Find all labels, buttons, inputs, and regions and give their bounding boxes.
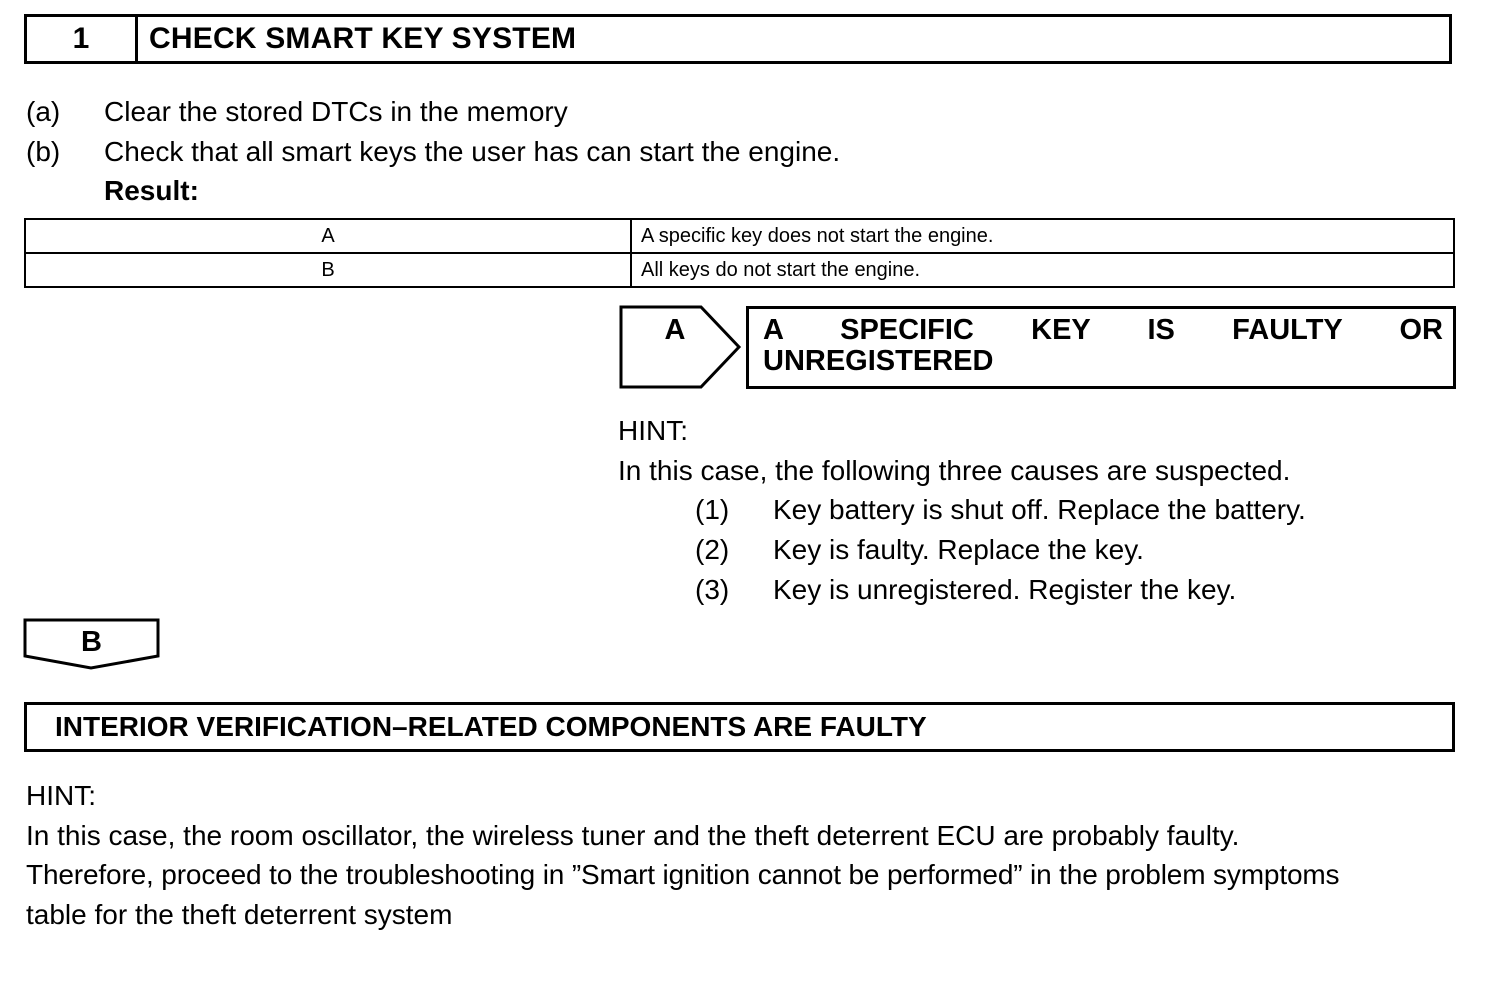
result-label: Result: bbox=[104, 175, 199, 206]
result-key: B bbox=[25, 253, 631, 287]
instruction-text: Check that all smart keys the user has can start the engine. bbox=[104, 136, 841, 167]
cause-label: (2) bbox=[695, 534, 730, 565]
result-description: A specific key does not start the engine. bbox=[631, 219, 1454, 253]
hint-b-line: table for the theft deterrent system bbox=[26, 899, 453, 930]
cause-label: (1) bbox=[695, 494, 730, 525]
outcome-a-line1: A SPECIFIC KEY IS FAULTY OR bbox=[763, 314, 1443, 346]
outcome-a-arrow-label: A bbox=[664, 313, 686, 346]
conclusion-box: INTERIOR VERIFICATION–RELATED COMPONENTS ARE FAULTY bbox=[24, 702, 1455, 752]
result-table bbox=[24, 218, 1455, 288]
hint-b-label: HINT: bbox=[26, 780, 96, 811]
step-header bbox=[24, 14, 1452, 64]
hint-a-intro: In this case, the following three causes are suspected. bbox=[618, 455, 1291, 486]
cause-item bbox=[695, 490, 1306, 530]
instruction-label: (a) bbox=[26, 96, 61, 127]
result-key: A bbox=[25, 219, 631, 253]
instruction-a bbox=[26, 92, 568, 132]
cause-item bbox=[695, 530, 1144, 570]
step-number: 1 bbox=[27, 17, 138, 61]
instruction-b bbox=[26, 132, 840, 172]
cause-text: Key is faulty. Replace the key. bbox=[773, 534, 1144, 565]
instruction-text: Clear the stored DTCs in the memory bbox=[104, 96, 568, 127]
instruction-label: (b) bbox=[26, 136, 61, 167]
hint-a-label: HINT: bbox=[618, 415, 688, 446]
hint-b-line: In this case, the room oscillator, the wireless tuner and the theft deterrent ECU are probably faulty. bbox=[26, 820, 1240, 851]
step-title: CHECK SMART KEY SYSTEM bbox=[149, 22, 577, 55]
result-description: All keys do not start the engine. bbox=[631, 253, 1454, 287]
hint-b-line: Therefore, proceed to the troubleshooting in ”Smart ignition cannot be performed” in the problem symptoms bbox=[26, 859, 1340, 890]
outcome-a-result bbox=[746, 306, 1456, 389]
outcome-a-line2: UNREGISTERED bbox=[763, 345, 994, 377]
table-row bbox=[25, 219, 1454, 253]
cause-label: (3) bbox=[695, 574, 730, 605]
cause-text: Key battery is shut off. Replace the battery. bbox=[773, 494, 1306, 525]
cause-item bbox=[695, 570, 1236, 610]
table-row bbox=[25, 253, 1454, 287]
cause-text: Key is unregistered. Register the key. bbox=[773, 574, 1237, 605]
outcome-b-arrow-label: B bbox=[81, 625, 102, 658]
